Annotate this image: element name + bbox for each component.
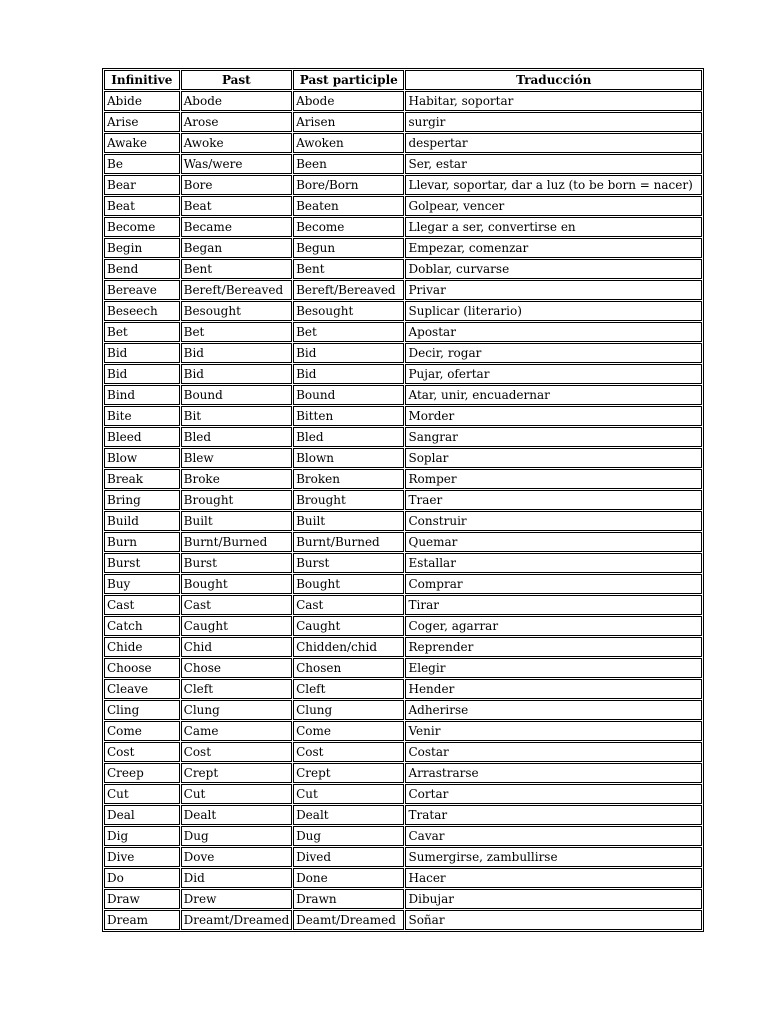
cell-traduccion: Golpear, vencer — [405, 196, 702, 216]
cell-past-participle: Dived — [293, 847, 404, 867]
cell-traduccion: Elegir — [405, 658, 702, 678]
cell-infinitive: Become — [104, 217, 180, 237]
table-row — [104, 616, 702, 636]
cell-past-participle: Abode — [293, 91, 404, 111]
table-row — [104, 238, 702, 258]
cell-traduccion: Dibujar — [405, 889, 702, 909]
table-row — [104, 847, 702, 867]
cell-past: Was/were — [181, 154, 292, 174]
table-row — [104, 574, 702, 594]
cell-traduccion: Sangrar — [405, 427, 702, 447]
cell-infinitive: Build — [104, 511, 180, 531]
cell-traduccion: Comprar — [405, 574, 702, 594]
table-row — [104, 133, 702, 153]
header-row — [104, 70, 702, 90]
cell-past-participle: Bore/Born — [293, 175, 404, 195]
table-row — [104, 196, 702, 216]
table-row — [104, 406, 702, 426]
table-row — [104, 553, 702, 573]
cell-past-participle: Dealt — [293, 805, 404, 825]
cell-traduccion: surgir — [405, 112, 702, 132]
cell-traduccion: Empezar, comenzar — [405, 238, 702, 258]
cell-past-participle: Bid — [293, 364, 404, 384]
cell-past-participle: Drawn — [293, 889, 404, 909]
cell-infinitive: Bid — [104, 364, 180, 384]
table-row — [104, 112, 702, 132]
cell-traduccion: Traer — [405, 490, 702, 510]
cell-past-participle: Built — [293, 511, 404, 531]
table-row — [104, 91, 702, 111]
cell-past: Built — [181, 511, 292, 531]
table-row — [104, 490, 702, 510]
cell-infinitive: Dream — [104, 910, 180, 930]
cell-past-participle: Bet — [293, 322, 404, 342]
table-row — [104, 910, 702, 930]
cell-infinitive: Chide — [104, 637, 180, 657]
cell-traduccion: Hender — [405, 679, 702, 699]
cell-past-participle: Clung — [293, 700, 404, 720]
table-row — [104, 679, 702, 699]
cell-past: Did — [181, 868, 292, 888]
cell-past: Clung — [181, 700, 292, 720]
cell-past: Chose — [181, 658, 292, 678]
cell-traduccion: Suplicar (literario) — [405, 301, 702, 321]
table-row — [104, 532, 702, 552]
cell-infinitive: Cast — [104, 595, 180, 615]
cell-past: Awoke — [181, 133, 292, 153]
table-row — [104, 322, 702, 342]
cell-infinitive: Bereave — [104, 280, 180, 300]
cell-infinitive: Cling — [104, 700, 180, 720]
cell-infinitive: Burst — [104, 553, 180, 573]
cell-past: Bit — [181, 406, 292, 426]
cell-traduccion: Tirar — [405, 595, 702, 615]
cell-traduccion: Adherirse — [405, 700, 702, 720]
cell-traduccion: Apostar — [405, 322, 702, 342]
cell-infinitive: Bid — [104, 343, 180, 363]
cell-infinitive: Choose — [104, 658, 180, 678]
table-row — [104, 742, 702, 762]
cell-past: Bid — [181, 343, 292, 363]
table-row — [104, 511, 702, 531]
cell-past: Dove — [181, 847, 292, 867]
cell-past: Crept — [181, 763, 292, 783]
cell-infinitive: Cost — [104, 742, 180, 762]
cell-infinitive: Bleed — [104, 427, 180, 447]
cell-past: Cast — [181, 595, 292, 615]
cell-past-participle: Bound — [293, 385, 404, 405]
cell-traduccion: Atar, unir, encuadernar — [405, 385, 702, 405]
cell-infinitive: Draw — [104, 889, 180, 909]
table-row — [104, 364, 702, 384]
cell-infinitive: Bite — [104, 406, 180, 426]
cell-traduccion: Costar — [405, 742, 702, 762]
cell-infinitive: Begin — [104, 238, 180, 258]
cell-past: Broke — [181, 469, 292, 489]
cell-infinitive: Dive — [104, 847, 180, 867]
table-row — [104, 721, 702, 741]
cell-past-participle: Bitten — [293, 406, 404, 426]
cell-past: Bound — [181, 385, 292, 405]
table-row — [104, 175, 702, 195]
cell-past-participle: Caught — [293, 616, 404, 636]
cell-infinitive: Break — [104, 469, 180, 489]
cell-traduccion: Sumergirse, zambullirse — [405, 847, 702, 867]
cell-past: Came — [181, 721, 292, 741]
cell-past: Bought — [181, 574, 292, 594]
cell-infinitive: Bend — [104, 259, 180, 279]
cell-infinitive: Blow — [104, 448, 180, 468]
cell-traduccion: Doblar, curvarse — [405, 259, 702, 279]
cell-past-participle: Bled — [293, 427, 404, 447]
header-infinitive: Infinitive — [104, 70, 180, 90]
cell-traduccion: Morder — [405, 406, 702, 426]
table-row — [104, 658, 702, 678]
cell-past: Dug — [181, 826, 292, 846]
cell-traduccion: Romper — [405, 469, 702, 489]
cell-past-participle: Cut — [293, 784, 404, 804]
cell-infinitive: Bear — [104, 175, 180, 195]
cell-traduccion: Pujar, ofertar — [405, 364, 702, 384]
cell-past: Arose — [181, 112, 292, 132]
table-row — [104, 469, 702, 489]
table-row — [104, 448, 702, 468]
cell-infinitive: Bind — [104, 385, 180, 405]
cell-past-participle: Brought — [293, 490, 404, 510]
cell-traduccion: Habitar, soportar — [405, 91, 702, 111]
cell-past: Chid — [181, 637, 292, 657]
cell-traduccion: Cavar — [405, 826, 702, 846]
table-row — [104, 784, 702, 804]
cell-infinitive: Catch — [104, 616, 180, 636]
cell-infinitive: Cleave — [104, 679, 180, 699]
cell-traduccion: Construir — [405, 511, 702, 531]
table-row — [104, 763, 702, 783]
cell-infinitive: Beat — [104, 196, 180, 216]
cell-infinitive: Come — [104, 721, 180, 741]
cell-infinitive: Do — [104, 868, 180, 888]
cell-infinitive: Beseech — [104, 301, 180, 321]
cell-infinitive: Buy — [104, 574, 180, 594]
cell-past-participle: Awoken — [293, 133, 404, 153]
cell-traduccion: Tratar — [405, 805, 702, 825]
cell-past: Bet — [181, 322, 292, 342]
cell-past: Beat — [181, 196, 292, 216]
cell-past-participle: Broken — [293, 469, 404, 489]
cell-past-participle: Chidden/chid — [293, 637, 404, 657]
cell-past: Began — [181, 238, 292, 258]
table-row — [104, 343, 702, 363]
table-body — [104, 91, 702, 930]
table-row — [104, 301, 702, 321]
cell-traduccion: Llegar a ser, convertirse en — [405, 217, 702, 237]
cell-past: Abode — [181, 91, 292, 111]
cell-infinitive: Cut — [104, 784, 180, 804]
table-row — [104, 868, 702, 888]
cell-past: Burnt/Burned — [181, 532, 292, 552]
cell-past-participle: Cast — [293, 595, 404, 615]
cell-past: Bereft/Bereaved — [181, 280, 292, 300]
header-past-participle: Past participle — [293, 70, 404, 90]
cell-past: Dealt — [181, 805, 292, 825]
cell-past: Became — [181, 217, 292, 237]
cell-past-participle: Blown — [293, 448, 404, 468]
table-row — [104, 259, 702, 279]
table-row — [104, 427, 702, 447]
cell-past-participle: Bid — [293, 343, 404, 363]
cell-infinitive: Burn — [104, 532, 180, 552]
cell-traduccion: Decir, rogar — [405, 343, 702, 363]
cell-traduccion: Coger, agarrar — [405, 616, 702, 636]
cell-infinitive: Arise — [104, 112, 180, 132]
cell-infinitive: Creep — [104, 763, 180, 783]
cell-infinitive: Abide — [104, 91, 180, 111]
cell-past-participle: Bought — [293, 574, 404, 594]
cell-past-participle: Burst — [293, 553, 404, 573]
cell-past: Bid — [181, 364, 292, 384]
cell-past: Besought — [181, 301, 292, 321]
cell-infinitive: Dig — [104, 826, 180, 846]
cell-past-participle: Become — [293, 217, 404, 237]
cell-infinitive: Be — [104, 154, 180, 174]
cell-past-participle: Burnt/Burned — [293, 532, 404, 552]
cell-past: Cleft — [181, 679, 292, 699]
table-row — [104, 889, 702, 909]
cell-past-participle: Arisen — [293, 112, 404, 132]
table-row — [104, 700, 702, 720]
cell-past-participle: Chosen — [293, 658, 404, 678]
cell-past-participle: Beaten — [293, 196, 404, 216]
table-row — [104, 280, 702, 300]
cell-past: Caught — [181, 616, 292, 636]
cell-infinitive: Bet — [104, 322, 180, 342]
cell-past-participle: Cost — [293, 742, 404, 762]
cell-past-participle: Done — [293, 868, 404, 888]
cell-past-participle: Come — [293, 721, 404, 741]
cell-infinitive: Deal — [104, 805, 180, 825]
table-row — [104, 805, 702, 825]
cell-traduccion: Cortar — [405, 784, 702, 804]
cell-infinitive: Awake — [104, 133, 180, 153]
cell-past-participle: Besought — [293, 301, 404, 321]
cell-past: Drew — [181, 889, 292, 909]
cell-traduccion: Hacer — [405, 868, 702, 888]
table-row — [104, 595, 702, 615]
table-header — [104, 70, 702, 90]
irregular-verbs-table — [102, 68, 704, 932]
cell-traduccion: Llevar, soportar, dar a luz (to be born = nacer) — [405, 175, 702, 195]
table-row — [104, 385, 702, 405]
cell-past: Cut — [181, 784, 292, 804]
table-row — [104, 154, 702, 174]
cell-past-participle: Dug — [293, 826, 404, 846]
cell-past-participle: Bent — [293, 259, 404, 279]
cell-past-participle: Been — [293, 154, 404, 174]
cell-past: Bled — [181, 427, 292, 447]
cell-traduccion: Quemar — [405, 532, 702, 552]
cell-past: Burst — [181, 553, 292, 573]
cell-traduccion: Soplar — [405, 448, 702, 468]
cell-past: Bent — [181, 259, 292, 279]
cell-past: Cost — [181, 742, 292, 762]
cell-past: Dreamt/Dreamed — [181, 910, 292, 930]
table-row — [104, 217, 702, 237]
cell-past: Blew — [181, 448, 292, 468]
cell-traduccion: Ser, estar — [405, 154, 702, 174]
cell-past: Bore — [181, 175, 292, 195]
header-traduccion: Traducción — [405, 70, 702, 90]
table-row — [104, 826, 702, 846]
cell-traduccion: Reprender — [405, 637, 702, 657]
cell-traduccion: Venir — [405, 721, 702, 741]
cell-past-participle: Begun — [293, 238, 404, 258]
cell-traduccion: despertar — [405, 133, 702, 153]
cell-past-participle: Deamt/Dreamed — [293, 910, 404, 930]
cell-traduccion: Arrastrarse — [405, 763, 702, 783]
cell-traduccion: Privar — [405, 280, 702, 300]
header-past: Past — [181, 70, 292, 90]
table-row — [104, 637, 702, 657]
cell-infinitive: Bring — [104, 490, 180, 510]
cell-past-participle: Bereft/Bereaved — [293, 280, 404, 300]
cell-past: Brought — [181, 490, 292, 510]
cell-traduccion: Estallar — [405, 553, 702, 573]
cell-traduccion: Soñar — [405, 910, 702, 930]
cell-past-participle: Crept — [293, 763, 404, 783]
cell-past-participle: Cleft — [293, 679, 404, 699]
